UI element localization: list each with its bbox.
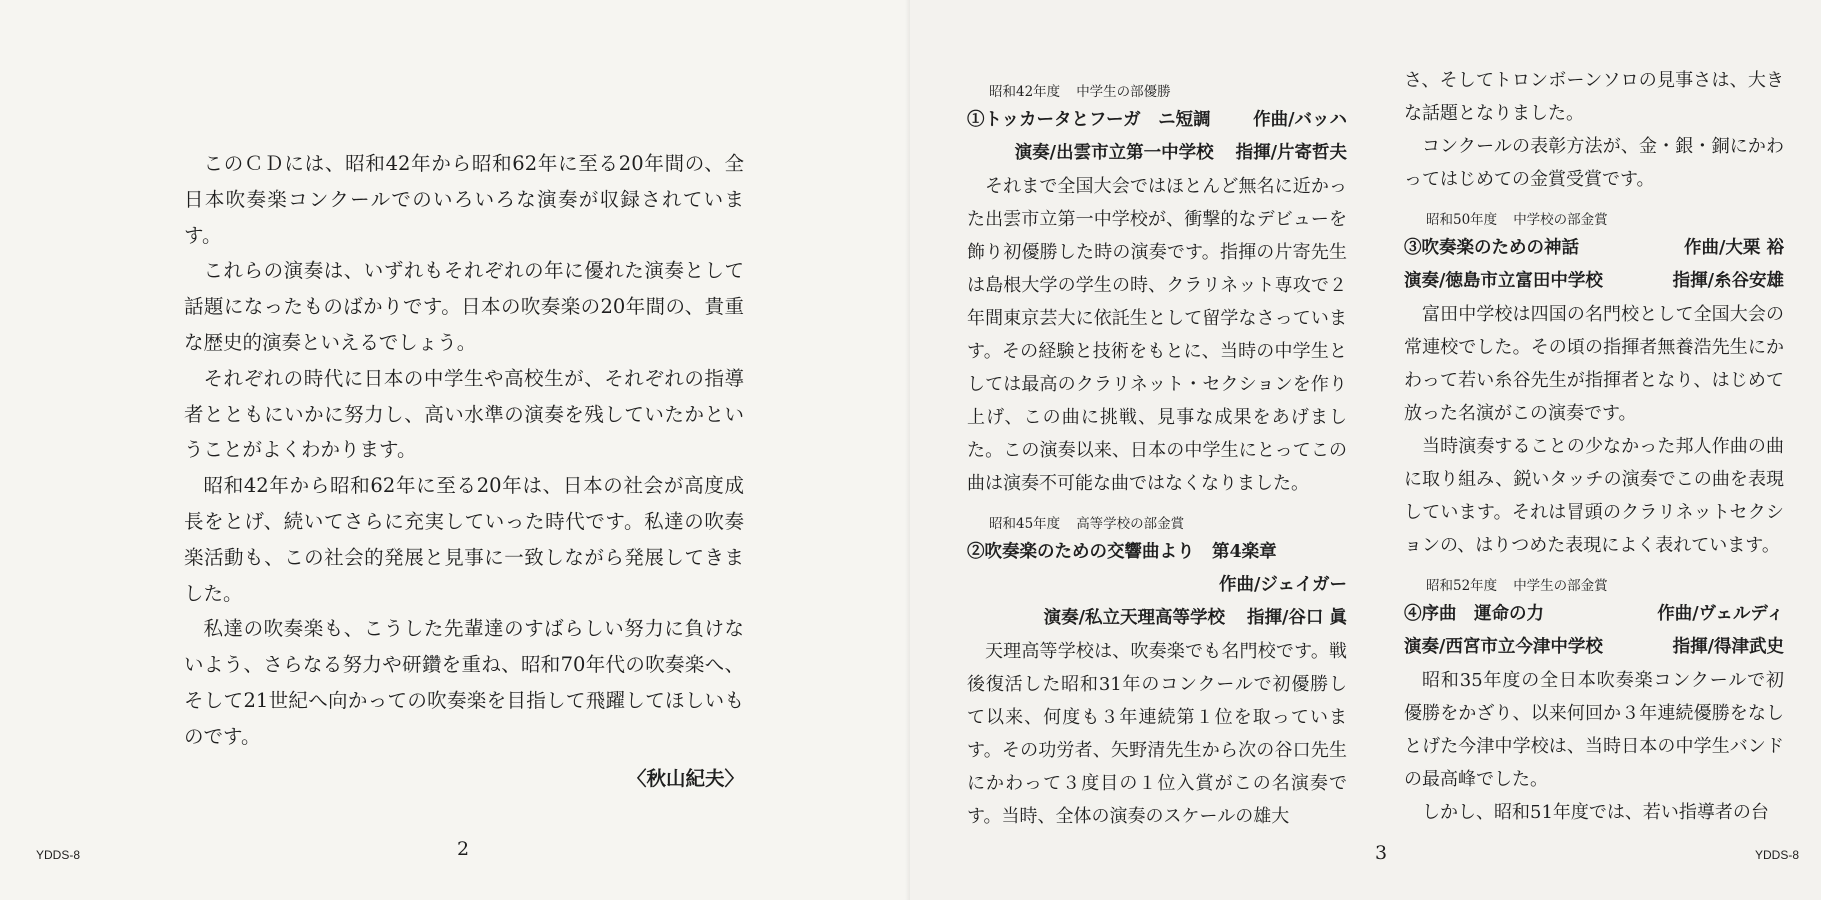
intro-paragraph-1: このＣＤには、昭和42年から昭和62年に至る20年間の、全日本吹奏楽コンクールでのいろいろな演奏が収録されています。: [184, 152, 744, 247]
track-title-row: [967, 536, 1347, 569]
intro-paragraph-5: 私達の吹奏楽も、こうした先輩達のすばらしい努力に負けないよう、さらなる努力や研鑽を重ね、昭和70年代の吹奏楽へ、そして21世紀へ向かっての吹奏楽を目指して飛躍してほしいものです。: [184, 617, 744, 748]
intro-paragraph-2: これらの演奏は、いずれもそれぞれの年に優れた演奏として話題になったものばかりです。日本の吹奏楽の20年間の、貴重な歴史的演奏といえるでしょう。: [184, 259, 744, 354]
track-notes-column-b: [1404, 64, 1784, 829]
track-band: 演奏/出雲市立第一中学校: [1014, 143, 1214, 163]
track-conductor: 指揮/糸谷安雄: [1672, 271, 1784, 291]
track-title-row: [1404, 598, 1784, 631]
track-title: ②吹奏楽のための交響曲より 第4楽章: [967, 542, 1277, 562]
introduction-text: [184, 146, 744, 796]
track-composer: 作曲/大栗 裕: [1684, 238, 1784, 258]
track-entry-2: [967, 512, 1347, 833]
track-performer-row: [1404, 265, 1784, 298]
track-band: 演奏/西宮市立今津中学校: [1404, 637, 1603, 657]
page-number-left: 2: [457, 838, 470, 860]
track-title: ③吹奏楽のための神話: [1404, 238, 1579, 258]
intro-paragraph-4: 昭和42年から昭和62年に至る20年は、日本の社会が高度成長をとげ、続いてさらに充実していった時代です。私達の吹奏楽活動も、この社会的発展と見事に一致しながら発展してきました。: [184, 474, 744, 605]
track-description: 天理高等学校は、吹奏楽でも名門校です。戦後復活した昭和31年のコンクールで初優勝して以来、何度も３年連続第１位を取っています。その功労者、矢野清先生から次の谷口先生にかわって３度目の１位入賞がこの名演奏です。当時、全体の演奏のスケールの雄大: [967, 641, 1347, 827]
continued-text-2: コンクールの表彰方法が、金・銀・銅にかわってはじめての金賞受賞です。: [1404, 136, 1784, 190]
track-description: 富田中学校は四国の名門校として全国大会の常連校でした。その頃の指揮者無養浩先生にかわって若い糸谷先生が指揮者となり、はじめて放った名演がこの演奏です。: [1404, 304, 1784, 424]
track-entry-3: [1404, 208, 1784, 562]
track-header: 昭和52年度 中学生の部金賞: [1426, 578, 1608, 594]
track-conductor: 指揮/得津武史: [1672, 637, 1784, 657]
track-description: 昭和35年度の全日本吹奏楽コンクールで初優勝をかざり、以来何回か３年連続優勝をなしとげた今津中学校は、当時日本の中学生バンドの最高峰でした。: [1404, 670, 1784, 790]
track-entry-1: [967, 80, 1347, 500]
track-composer: 作曲/ジェイガー: [1218, 575, 1347, 595]
track-entry-4: [1404, 574, 1784, 829]
track-conductor: 指揮/片寄哲夫: [1235, 143, 1347, 163]
track-performer-row: [1404, 631, 1784, 664]
track-conductor: 指揮/谷口 眞: [1247, 608, 1347, 628]
track-description-2: しかし、昭和51年度では、若い指導者の台: [1422, 802, 1769, 823]
intro-paragraph-3: それぞれの時代に日本の中学生や高校生が、それぞれの指導者とともにいかに努力し、高い水準の演奏を残していたかということがよくわかります。: [184, 366, 744, 462]
track-description: それまで全国大会ではほとんど無名に近かった出雲市立第一中学校が、衝撃的なデビューを飾り初優勝した時の演奏です。指揮の片寄先生は島根大学の学生の時、クラリネット専攻で２年間東京芸大に依託生として留学なさっています。その経験と技術をもとに、当時の中学生としては最高のクラリネット・セクションを作り上げ、この曲に挑戦、見事な成果をあげました。この演奏以来、日本の中学生にとってこの曲は演奏不可能な曲ではなくなりました。: [967, 176, 1347, 494]
catalog-code-left: YDDS-8: [36, 848, 81, 862]
track-notes-column-a: [967, 80, 1347, 833]
track-title: ①トッカータとフーガ ニ短調: [967, 110, 1211, 130]
track-title-row: [1404, 232, 1784, 265]
track-title-row: [967, 104, 1347, 137]
page-number-right: 3: [1375, 842, 1388, 864]
author-signature: 〈秋山紀夫〉: [626, 766, 744, 790]
track-band: 演奏/私立天理高等学校: [1043, 608, 1226, 628]
track-performer-row: [967, 602, 1347, 635]
track-description-2: 当時演奏することの少なかった邦人作曲の曲に取り組み、鋭いタッチの演奏でこの曲を表現しています。それは冒頭のクラリネットセクションの、はりつめた表現によく表れています。: [1404, 436, 1784, 556]
track-header: 昭和45年度 高等学校の部金賞: [989, 516, 1185, 532]
track-composer: 作曲/バッハ: [1253, 110, 1347, 130]
left-page: [0, 0, 910, 900]
track-title: ④序曲 運命の力: [1404, 604, 1544, 624]
catalog-code-right: YDDS-8: [1755, 848, 1800, 862]
track-header: 昭和42年度 中学生の部優勝: [989, 84, 1171, 100]
track-band: 演奏/徳島市立富田中学校: [1404, 271, 1603, 291]
continued-text: さ、そしてトロンボーンソロの見事さは、大きな話題となりました。: [1404, 70, 1784, 124]
track-composer: 作曲/ヴェルディ: [1657, 604, 1784, 624]
track-performer-row: [967, 137, 1347, 170]
track-header: 昭和50年度 中学校の部金賞: [1426, 212, 1608, 228]
